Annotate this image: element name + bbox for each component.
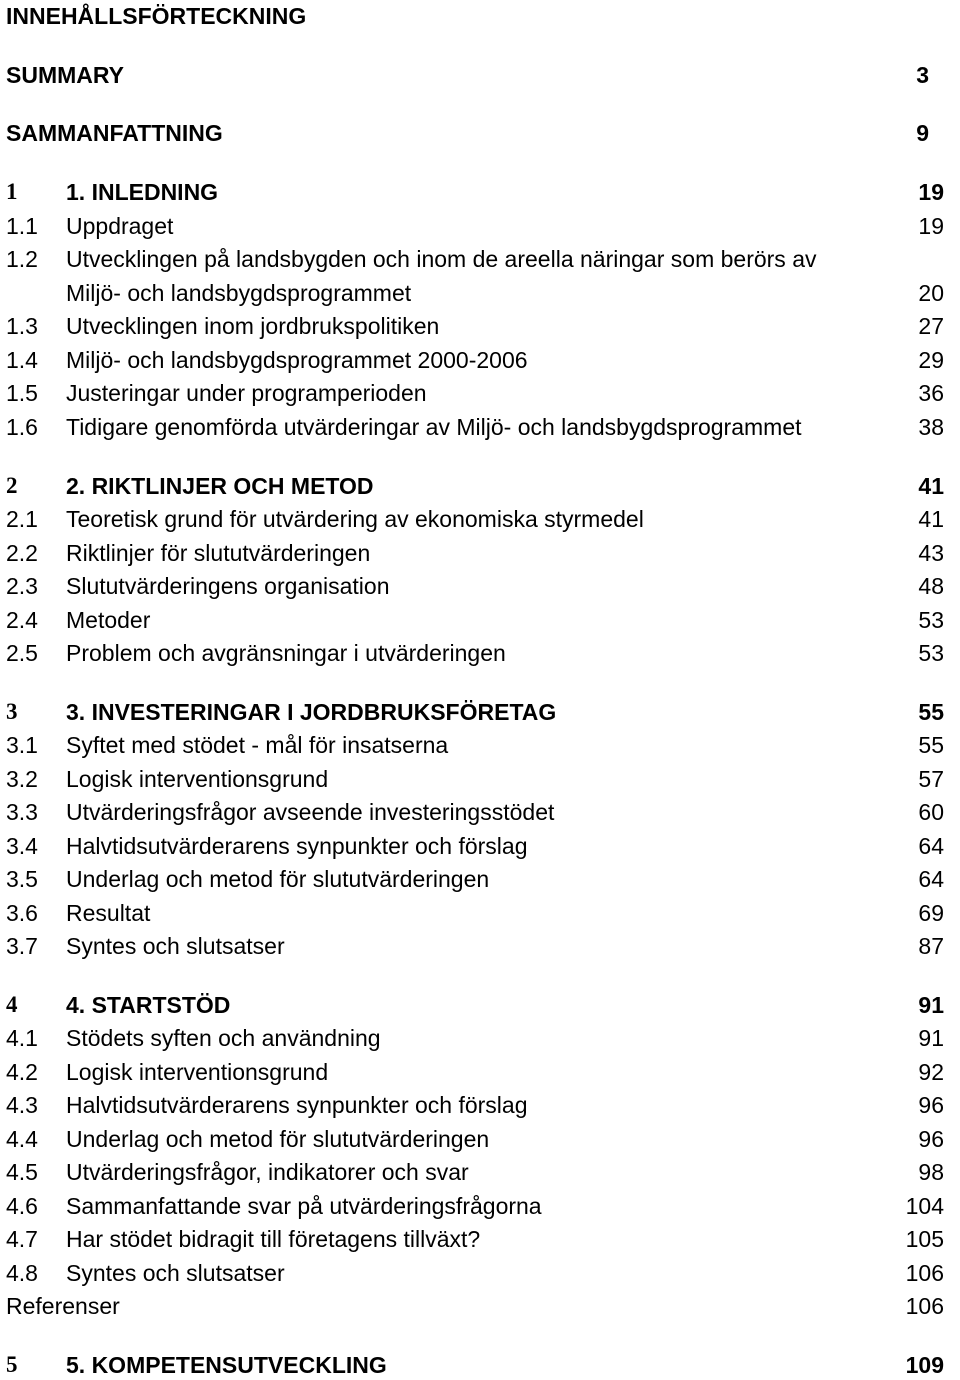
toc-entry-label: Utvecklingen inom jordbrukspolitiken	[66, 313, 440, 339]
toc-entry-number: 3.7	[6, 933, 38, 959]
toc-entry-number: 3.2	[6, 766, 38, 792]
toc-chapter-number: 1	[6, 179, 18, 204]
toc-entry-label: Sammanfattande svar på utvärderingsfrågorna	[66, 1193, 542, 1219]
toc-entry-label: Halvtidsutvärderarens synpunkter och förslag	[66, 833, 528, 859]
toc-page-number: 60	[918, 799, 944, 825]
toc-entry-1-4[interactable]	[0, 345, 960, 375]
toc-page-number: 87	[918, 933, 944, 959]
toc-page-number: 48	[918, 573, 944, 599]
toc-entry-label: Referenser	[6, 1293, 120, 1319]
toc-entry-4-4[interactable]	[0, 1124, 960, 1154]
toc-page-number: 64	[918, 866, 944, 892]
toc-entry-label: Metoder	[66, 607, 151, 633]
toc-page-number: 104	[905, 1193, 944, 1219]
toc-entry-number: 1.1	[6, 213, 38, 239]
toc-entry-label: SUMMARY	[6, 62, 124, 88]
toc-chapter-label: 4. STARTSTÖD	[66, 992, 231, 1018]
toc-page-number: 91	[918, 992, 944, 1018]
toc-page-number: 36	[918, 380, 944, 406]
toc-entry-number: 2.5	[6, 640, 38, 666]
toc-entry-label: Logisk interventionsgrund	[66, 1059, 329, 1085]
toc-page-number: 98	[918, 1159, 944, 1185]
toc-entry-3-6[interactable]	[0, 898, 960, 928]
toc-entry-number: 3.6	[6, 900, 38, 926]
toc-entry-number: 1.2	[6, 246, 38, 272]
toc-chapter-label: 1. INLEDNING	[66, 179, 219, 205]
toc-entry-number: 1.3	[6, 313, 38, 339]
toc-entry-references[interactable]	[0, 1291, 960, 1321]
toc-page-number: 106	[905, 1293, 944, 1319]
toc-entry-label: SAMMANFATTNING	[6, 120, 223, 146]
toc-chapter-4[interactable]	[0, 990, 960, 1020]
toc-page-number: 57	[918, 766, 944, 792]
toc-page-number: 20	[918, 280, 944, 306]
toc-page-number: 41	[918, 506, 944, 532]
toc-page-number: 69	[918, 900, 944, 926]
toc-chapter-label: 5. KOMPETENSUTVECKLING	[66, 1352, 387, 1378]
toc-entry-summary[interactable]	[0, 60, 960, 90]
toc-entry-number: 3.4	[6, 833, 38, 859]
toc-entry-label: Syftet med stödet - mål för insatserna	[66, 732, 449, 758]
toc-entry-label: Underlag och metod för slututvärderingen	[66, 1126, 490, 1152]
toc-page-number: 3	[916, 62, 929, 88]
toc-entry-4-5[interactable]	[0, 1157, 960, 1187]
toc-entry-2-1[interactable]	[0, 504, 960, 534]
toc-page-number: 41	[918, 473, 944, 499]
toc-page-number: 53	[918, 607, 944, 633]
toc-entry-label: Logisk interventionsgrund	[66, 766, 329, 792]
toc-entry-label: Underlag och metod för slututvärderingen	[66, 866, 490, 892]
toc-entry-number: 2.4	[6, 607, 38, 633]
toc-title: INNEHÅLLSFÖRTECKNING	[6, 3, 307, 29]
toc-page-number: 19	[918, 213, 944, 239]
toc-page-number: 55	[918, 732, 944, 758]
toc-page-number: 27	[918, 313, 944, 339]
toc-page-number: 96	[918, 1126, 944, 1152]
toc-entry-label: Teoretisk grund för utvärdering av ekonomiska styrmedel	[66, 506, 644, 532]
toc-entry-number: 1.6	[6, 414, 38, 440]
toc-entry-label: Syntes och slutsatser	[66, 933, 285, 959]
toc-chapter-number: 3	[6, 699, 18, 724]
toc-entry-number: 3.3	[6, 799, 38, 825]
toc-entry-3-5[interactable]	[0, 864, 960, 894]
toc-entry-1-2-continued[interactable]	[0, 278, 960, 308]
toc-entry-2-5[interactable]	[0, 638, 960, 668]
toc-entry-label: Halvtidsutvärderarens synpunkter och förslag	[66, 1092, 528, 1118]
toc-entry-number: 4.4	[6, 1126, 38, 1152]
toc-entry-2-3[interactable]	[0, 571, 960, 601]
toc-entry-label: Stödets syften och användning	[66, 1025, 381, 1051]
toc-entry-1-6[interactable]	[0, 412, 960, 442]
toc-entry-label-continued: Miljö- och landsbygdsprogrammet	[66, 280, 412, 306]
toc-entry-1-1[interactable]	[0, 211, 960, 241]
toc-page-number: 38	[918, 414, 944, 440]
toc-page-number: 109	[905, 1352, 944, 1378]
toc-entry-number: 4.1	[6, 1025, 38, 1051]
toc-entry-1-5[interactable]	[0, 378, 960, 408]
toc-entry-number: 4.3	[6, 1092, 38, 1118]
toc-page-number: 96	[918, 1092, 944, 1118]
toc-entry-number: 4.5	[6, 1159, 38, 1185]
toc-entry-label: Slututvärderingens organisation	[66, 573, 390, 599]
toc-entry-number: 4.7	[6, 1226, 38, 1252]
toc-entry-label: Tidigare genomförda utvärderingar av Miljö- och landsbygdsprogrammet	[66, 414, 802, 440]
toc-entry-label: Syntes och slutsatser	[66, 1260, 285, 1286]
toc-page-number: 91	[918, 1025, 944, 1051]
toc-chapter-number: 2	[6, 473, 18, 498]
toc-chapter-5[interactable]	[0, 1350, 960, 1380]
toc-chapter-number: 4	[6, 992, 18, 1017]
toc-page-number: 92	[918, 1059, 944, 1085]
toc-entry-3-7[interactable]	[0, 931, 960, 961]
toc-entry-number: 2.3	[6, 573, 38, 599]
toc-entry-number: 4.8	[6, 1260, 38, 1286]
toc-entry-4-8[interactable]	[0, 1258, 960, 1288]
toc-entry-3-3[interactable]	[0, 797, 960, 827]
toc-entry-4-6[interactable]	[0, 1191, 960, 1221]
toc-page-number: 55	[918, 699, 944, 725]
toc-chapter-3[interactable]	[0, 697, 960, 727]
toc-entry-number: 4.2	[6, 1059, 38, 1085]
toc-entry-label: Utvärderingsfrågor avseende investeringsstödet	[66, 799, 555, 825]
toc-entry-number: 1.4	[6, 347, 38, 373]
toc-entry-1-2[interactable]	[0, 244, 960, 274]
toc-page-number: 19	[918, 179, 944, 205]
toc-entry-label: Utvärderingsfrågor, indikatorer och svar	[66, 1159, 469, 1185]
toc-entry-number: 3.1	[6, 732, 38, 758]
toc-chapter-number: 5	[6, 1352, 18, 1377]
toc-page-number: 9	[916, 120, 929, 146]
toc-chapter-label: 2. RIKTLINJER OCH METOD	[66, 473, 374, 499]
toc-entry-2-4[interactable]	[0, 605, 960, 635]
toc-entry-label: Problem och avgränsningar i utvärderingen	[66, 640, 506, 666]
toc-page-number: 64	[918, 833, 944, 859]
toc-page-number: 105	[905, 1226, 944, 1252]
toc-chapter-2[interactable]	[0, 471, 960, 501]
toc-page-number: 106	[905, 1260, 944, 1286]
toc-entry-2-2[interactable]	[0, 538, 960, 568]
toc-page-number: 53	[918, 640, 944, 666]
toc-entry-label: Uppdraget	[66, 213, 174, 239]
toc-entry-3-4[interactable]	[0, 831, 960, 861]
toc-entry-label: Har stödet bidragit till företagens tillväxt?	[66, 1226, 481, 1252]
toc-entry-number: 2.1	[6, 506, 38, 532]
toc-entry-number: 3.5	[6, 866, 38, 892]
toc-page-number: 29	[918, 347, 944, 373]
toc-entry-4-2[interactable]	[0, 1057, 960, 1087]
toc-entry-3-2[interactable]	[0, 764, 960, 794]
toc-entry-label: Riktlinjer för slututvärderingen	[66, 540, 371, 566]
toc-entry-number: 1.5	[6, 380, 38, 406]
toc-entry-3-1[interactable]	[0, 730, 960, 760]
toc-entry-label: Justeringar under programperioden	[66, 380, 427, 406]
toc-chapter-1[interactable]	[0, 177, 960, 207]
toc-entry-label: Utvecklingen på landsbygden och inom de areella näringar som berörs av	[66, 246, 817, 272]
toc-entry-label: Resultat	[66, 900, 151, 926]
toc-page-number: 43	[918, 540, 944, 566]
toc-entry-4-1[interactable]	[0, 1023, 960, 1053]
toc-entry-label: Miljö- och landsbygdsprogrammet 2000-2006	[66, 347, 528, 373]
toc-entry-4-7[interactable]	[0, 1224, 960, 1254]
toc-entry-number: 2.2	[6, 540, 38, 566]
toc-entry-number: 4.6	[6, 1193, 38, 1219]
toc-entry-sammanfattning[interactable]	[0, 118, 960, 148]
toc-entry-4-3[interactable]	[0, 1090, 960, 1120]
toc-entry-1-3[interactable]	[0, 311, 960, 341]
toc-chapter-label: 3. INVESTERINGAR I JORDBRUKSFÖRETAG	[66, 699, 557, 725]
